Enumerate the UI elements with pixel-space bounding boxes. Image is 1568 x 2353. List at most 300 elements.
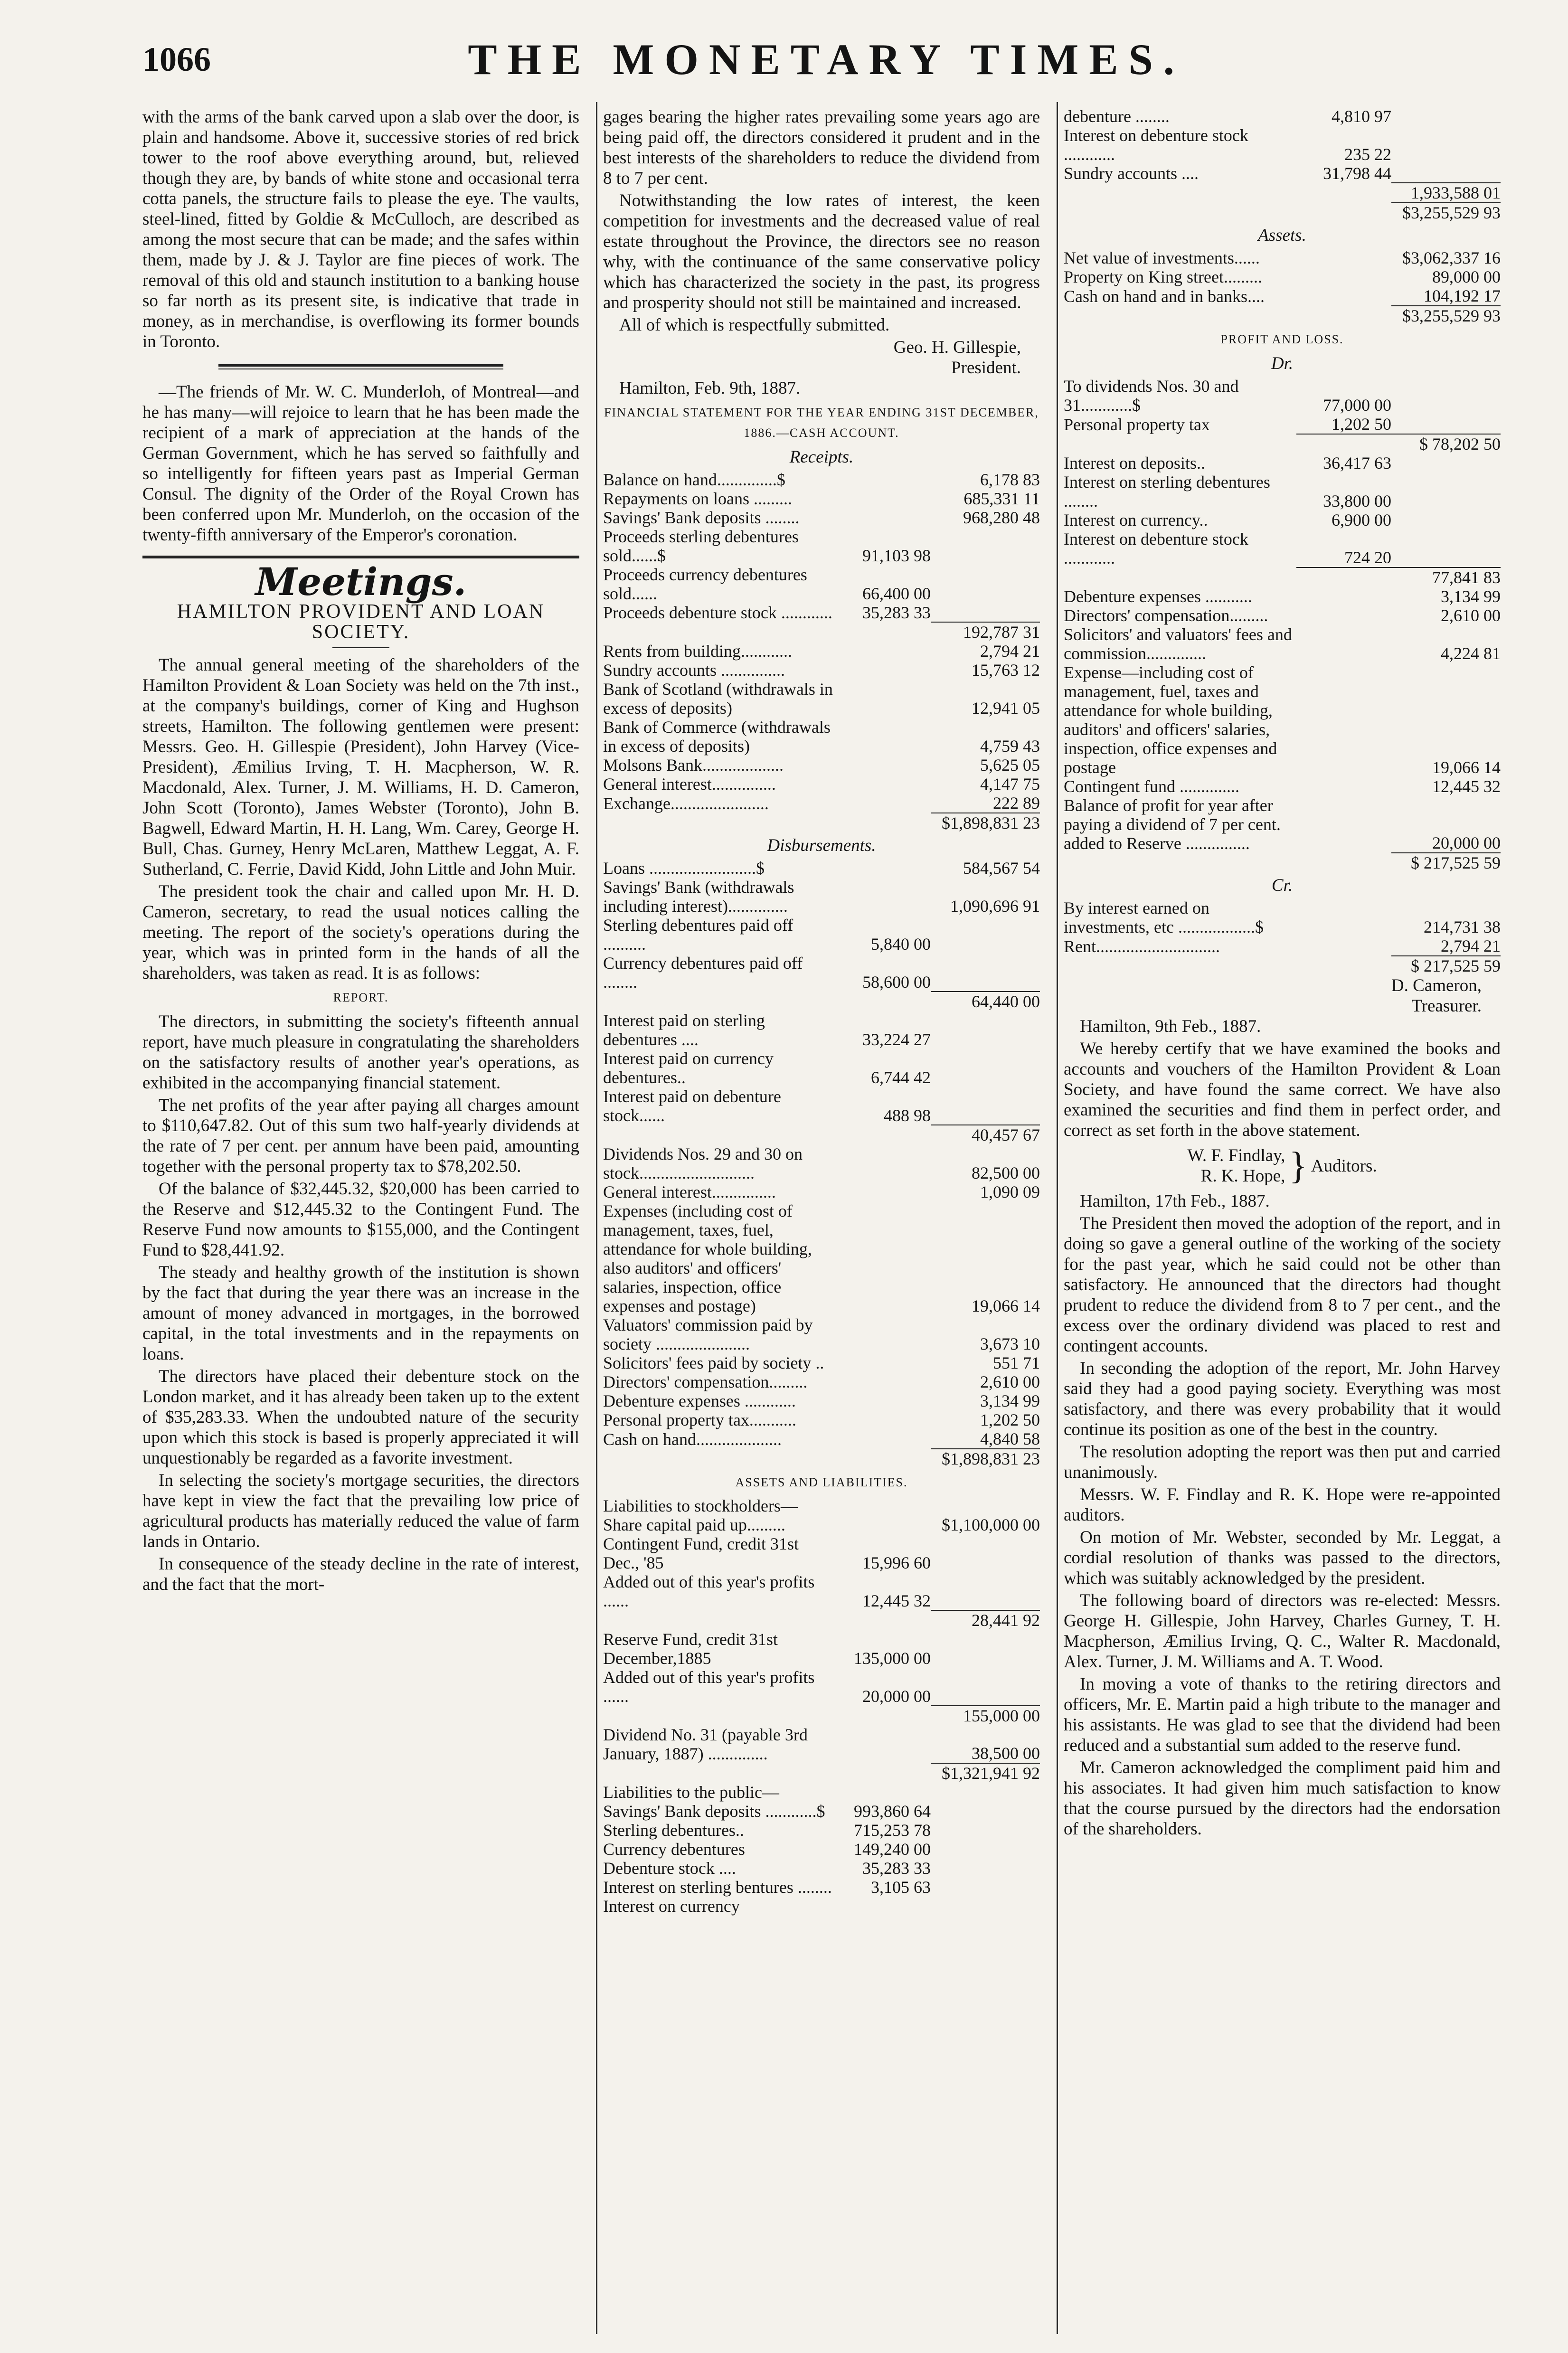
row-amount: 155,000 00	[931, 1706, 1040, 1725]
signature-title: Treasurer.	[1411, 996, 1482, 1016]
divider	[218, 364, 503, 369]
table-row	[603, 1878, 1040, 1897]
row-amount	[931, 1630, 1040, 1668]
table-row	[603, 1410, 1040, 1429]
row-subamount	[836, 878, 931, 916]
statement-heading: FINANCIAL STATEMENT FOR THE YEAR ENDING 31ST DECEMBER, 1886.—CASH ACCOUNT.	[604, 406, 1039, 440]
table-row	[1064, 126, 1501, 164]
table-row	[1064, 567, 1501, 587]
row-label: Cash on hand and in banks....	[1064, 287, 1265, 306]
row-amount: 214,731 38	[1424, 917, 1501, 936]
row-subamount	[1296, 796, 1391, 853]
row-label	[603, 1449, 836, 1468]
table-row	[1064, 203, 1501, 222]
row-amount: 4,224 81	[1441, 644, 1501, 663]
dateline: Hamilton, 17th Feb., 1887.	[1080, 1191, 1270, 1211]
table-row	[603, 718, 1040, 756]
row-label: Expenses (including cost of management, taxes, fuel, attendance for whole building, also auditors' and officers' salaries, inspection, office expenses and postage)	[603, 1201, 812, 1315]
table-row	[603, 1315, 1040, 1353]
row-label	[603, 1706, 836, 1725]
table-row	[603, 1706, 1040, 1725]
row-label: Bank of Scotland (withdrawals in excess of deposits)	[603, 680, 833, 718]
row-amount	[931, 1802, 1040, 1821]
row-subamount	[836, 1515, 931, 1534]
table-row	[603, 954, 1040, 992]
row-subamount	[836, 508, 931, 527]
table-row	[1064, 248, 1501, 267]
row-amount: $1,898,831 23	[931, 1449, 1040, 1468]
paragraph: The resolution adopting the report was then put and carried unanimously.	[1064, 1442, 1501, 1482]
row-subamount	[836, 1391, 931, 1410]
row-label: Interest on debenture stock ............	[1064, 126, 1248, 164]
section-heading: Meetings.	[255, 559, 467, 604]
table-row	[603, 1897, 1040, 1916]
row-subamount	[1296, 203, 1391, 222]
row-amount: $ 217,525 59	[1391, 956, 1501, 975]
table-row	[1064, 377, 1501, 415]
row-subamount: 1,202 50	[1332, 415, 1391, 434]
row-subamount	[1296, 663, 1391, 777]
auditors-block	[1064, 1145, 1501, 1186]
row-label: To dividends Nos. 30 and 31............$	[1064, 377, 1239, 415]
row-subamount	[836, 489, 931, 508]
paragraph: The following board of directors was re-elected: Messrs. George H. Gillespie, John Harvey, Charles Gurney, T. H. Macpherson, Æmilius Irving, Q. C., Walter R. Macdonald, Alex. Turner, J. M. Williams and A. T. Wood.	[1064, 1591, 1501, 1672]
table-row	[1064, 587, 1501, 606]
column-2	[603, 107, 1040, 2334]
row-amount: 2,794 21	[1441, 936, 1501, 955]
row-label	[1064, 434, 1296, 454]
row-amount: 6,178 83	[980, 470, 1040, 489]
row-subamount	[836, 1182, 931, 1201]
assets-table	[1064, 248, 1501, 325]
row-amount: 40,457 67	[931, 1125, 1040, 1144]
table-row	[1064, 434, 1501, 454]
table-row	[603, 1449, 1040, 1468]
table-row	[603, 603, 1040, 622]
row-subamount	[836, 794, 931, 813]
column-3	[1064, 107, 1501, 2334]
paragraph: In consequence of the steady decline in the rate of interest, and the fact that the mort-	[142, 1554, 579, 1594]
row-label: Proceeds debenture stock ............	[603, 603, 832, 622]
signature-title: President.	[951, 358, 1021, 378]
row-amount	[931, 1534, 1040, 1572]
row-subamount: 135,000 00	[854, 1649, 931, 1668]
paragraph: In moving a vote of thanks to the retiring directors and officers, Mr. E. Martin paid a high tribute to the manager and his assistants. He was glad to see that the dividend had been reduced and a substantial sum added to the reserve fund.	[1064, 1674, 1501, 1755]
page-header	[142, 34, 1510, 96]
row-amount	[931, 603, 1040, 622]
row-label: Interest on sterling bentures ........	[603, 1878, 832, 1897]
article-heading: HAMILTON PROVIDENT AND LOAN SOCIETY.	[177, 601, 545, 643]
row-amount: $3,255,529 93	[1391, 306, 1501, 325]
row-subamount: 31,798 44	[1323, 164, 1391, 183]
row-label: Balance on hand..............$	[603, 470, 785, 489]
row-subamount: 66,400 00	[862, 584, 931, 603]
dateline: Hamilton, 9th Feb., 1887.	[1080, 1017, 1261, 1036]
row-label: Savings' Bank deposits ............$	[603, 1802, 825, 1821]
row-subamount	[836, 680, 931, 718]
row-subamount	[1296, 306, 1391, 325]
table-row	[603, 1391, 1040, 1410]
row-amount: $3,255,529 93	[1391, 203, 1501, 222]
row-subamount: 3,105 63	[871, 1878, 931, 1897]
row-label: Property on King street.........	[1064, 267, 1262, 286]
row-subamount: 15,996 60	[862, 1553, 931, 1572]
row-label: Repayments on loans .........	[603, 489, 792, 508]
table-row	[603, 1429, 1040, 1449]
row-amount: 584,567 54	[963, 859, 1040, 878]
row-subamount	[836, 1783, 931, 1802]
row-subamount	[836, 992, 931, 1011]
row-amount	[931, 1897, 1040, 1916]
table-row	[603, 1372, 1040, 1391]
paragraph: The directors, in submitting the society's fifteenth annual report, have much pleasure in congratulating the shareholders on the satisfactory results of another year's operations, as exhibited in the accompanying financial statement.	[142, 1012, 579, 1093]
row-label: Proceeds currency debentures sold......	[603, 565, 807, 603]
table-row	[603, 489, 1040, 508]
row-label	[1064, 567, 1296, 587]
row-amount	[931, 527, 1040, 565]
column-1	[142, 107, 579, 2334]
row-label: Interest on currency	[603, 1897, 740, 1916]
row-amount	[1391, 454, 1501, 472]
row-label: Sundry accounts ....	[1064, 164, 1199, 183]
row-label: Reserve Fund, credit 31st December,1885	[603, 1630, 778, 1668]
row-amount	[1391, 107, 1501, 126]
table-row	[603, 1802, 1040, 1821]
row-label: General interest...............	[603, 1182, 776, 1201]
row-label	[603, 813, 836, 832]
table-row	[1064, 183, 1501, 203]
brace-glyph: }	[1289, 1145, 1307, 1187]
liabilities-continued-table	[1064, 107, 1501, 222]
row-subamount	[1296, 183, 1391, 203]
row-subamount	[836, 1315, 931, 1353]
row-label: Contingent fund ..............	[1064, 777, 1239, 796]
row-amount: $1,321,941 92	[931, 1763, 1040, 1783]
divider	[332, 647, 389, 648]
row-subamount	[836, 1353, 931, 1372]
table-row	[603, 1821, 1040, 1840]
row-label: Personal property tax...........	[603, 1410, 796, 1429]
signature-name: D. Cameron,	[1391, 976, 1482, 995]
row-subamount	[836, 1897, 931, 1916]
table-row	[1064, 796, 1501, 853]
row-label: Personal property tax	[1064, 415, 1210, 434]
row-subamount	[836, 756, 931, 775]
row-subamount	[1296, 567, 1391, 587]
row-amount: 1,202 50	[980, 1410, 1040, 1429]
subheading: Receipts.	[789, 447, 854, 467]
disbursements-table	[603, 859, 1040, 1468]
column-rule	[1057, 102, 1058, 2334]
table-row	[1064, 936, 1501, 956]
row-amount: 3,673 10	[980, 1334, 1040, 1353]
table-row	[603, 1610, 1040, 1630]
row-label: Currency debentures paid off ........	[603, 954, 803, 992]
subheading: ASSETS AND LIABILITIES.	[735, 1475, 908, 1489]
table-row	[603, 680, 1040, 718]
row-amount: 12,445 32	[1432, 777, 1501, 796]
row-amount: 19,066 14	[972, 1296, 1040, 1315]
table-row	[1064, 606, 1501, 625]
row-label: Dividends Nos. 29 and 30 on stock...........................	[603, 1144, 803, 1182]
row-amount: 15,763 12	[972, 661, 1040, 680]
row-label: Sterling debentures..	[603, 1821, 744, 1840]
row-amount	[1391, 377, 1501, 415]
row-subamount: 91,103 98	[862, 546, 931, 565]
table-row	[1064, 898, 1501, 936]
row-subamount: 993,860 64	[854, 1802, 931, 1821]
table-row	[1064, 510, 1501, 529]
row-subamount: 4,810 97	[1332, 107, 1391, 126]
row-subamount: 77,000 00	[1323, 396, 1391, 415]
divider	[142, 556, 579, 558]
row-amount	[931, 1821, 1040, 1840]
row-amount: 64,440 00	[931, 992, 1040, 1011]
paragraph: On motion of Mr. Webster, seconded by Mr. Leggat, a cordial resolution of thanks was passed to the directors, which was suitably acknowledged by the president.	[1064, 1528, 1501, 1588]
table-row	[603, 470, 1040, 489]
row-label: Liabilities to the public—	[603, 1783, 779, 1802]
row-label: Interest on debenture stock ............	[1064, 529, 1248, 567]
row-subamount	[836, 1125, 931, 1144]
table-row	[603, 1087, 1040, 1125]
table-row	[603, 565, 1040, 603]
row-subamount: 36,417 63	[1323, 454, 1391, 472]
row-subamount: 35,283 33	[862, 1859, 931, 1878]
table-row	[1064, 625, 1501, 663]
row-label: Cash on hand....................	[603, 1430, 782, 1449]
table-row	[603, 1144, 1040, 1182]
row-amount: 77,841 83	[1391, 567, 1501, 587]
table-row	[1064, 529, 1501, 567]
table-row	[603, 1630, 1040, 1668]
paragraph: —The friends of Mr. W. C. Munderloh, of Montreal—and he has many—will rejoice to learn that he has been made the recipient of a mark of appreciation at the hands of the German Government, which he has served so faithfully and so intelligently for fifteen years past as Imperial German Consul. The dignity of the Order of the Royal Crown has been conferred upon Mr. Munderloh, on the occasion of the twenty-fifth anniversary of the Emperor's coronation.	[142, 382, 579, 545]
table-row	[603, 1534, 1040, 1572]
row-subamount	[1296, 777, 1391, 796]
row-amount	[1391, 472, 1501, 510]
row-label: Bank of Commerce (withdrawals in excess of deposits)	[603, 718, 831, 756]
table-row	[603, 992, 1040, 1011]
subheading: REPORT.	[333, 991, 389, 1004]
row-subamount	[836, 1410, 931, 1429]
row-subamount	[836, 1372, 931, 1391]
row-subamount	[1296, 286, 1391, 306]
row-subamount: 6,744 42	[871, 1068, 931, 1087]
row-amount	[1391, 415, 1501, 434]
row-amount: 28,441 92	[931, 1610, 1040, 1630]
row-label	[1064, 306, 1296, 325]
row-label: Expense—including cost of management, fuel, taxes and attendance for whole building, auditors' and officers' salaries, inspection, office expenses and postage	[1064, 663, 1277, 777]
row-amount: 4,759 43	[980, 737, 1040, 756]
row-subamount: 5,840 00	[871, 935, 931, 954]
row-label: Exchange.......................	[603, 794, 769, 813]
row-amount: 551 71	[993, 1353, 1040, 1372]
row-label: Sundry accounts ...............	[603, 661, 785, 680]
row-label	[1064, 853, 1296, 872]
table-row	[1064, 454, 1501, 472]
page-number: 1066	[142, 40, 211, 78]
row-amount	[931, 1049, 1040, 1087]
row-label: By interest earned on investments, etc ..................$	[1064, 898, 1264, 936]
row-label	[603, 1610, 836, 1630]
row-label: Directors' compensation.........	[603, 1372, 808, 1391]
paragraph: The net profits of the year after paying all charges amount to $110,647.82. Out of this sum two half-yearly dividends at the rate of 7 per cent. per annum have been paid, amounting together with the personal property tax to $78,202.50.	[142, 1096, 579, 1176]
row-subamount: 20,000 00	[862, 1687, 931, 1706]
row-amount: 4,147 75	[980, 775, 1040, 794]
auditors-label: Auditors.	[1311, 1156, 1377, 1176]
paragraph: gages bearing the higher rates prevailing some years ago are being paid off, the directors considered it prudent and in the best interests of the shareholders to reduce the dividend from 8 to 7 per cent.	[603, 107, 1040, 188]
row-amount: 3,134 99	[980, 1391, 1040, 1410]
row-amount	[931, 1859, 1040, 1878]
row-amount	[1391, 510, 1501, 529]
table-row	[603, 1763, 1040, 1783]
row-amount: $ 78,202 50	[1391, 434, 1501, 454]
paragraph: with the arms of the bank carved upon a slab over the door, is plain and handsome. Above it, successive stories of red brick tower to the roof above everything around, but, relieved though they are, by bands of white stone and occasional terra cotta panels, the structure fails to please the eye. The vaults, steel-lined, fitted by Goldie & McCulloch, are described as among the most secure that can be made; and the safes within them, made by J. & J. Taylor are fine pieces of work. The removal of this old and staunch institution to a banking house so far north as its present site, is indicative that trade in money, as in merchandise, is overflowing its former bounds in Toronto.	[142, 107, 579, 351]
paragraph: Mr. Cameron acknowledged the compliment paid him and his associates. It had given him much satisfaction to know that the course pursued by the directors had the endorsation of the shareholders.	[1064, 1758, 1501, 1839]
paragraph: The president took the chair and called upon Mr. H. D. Cameron, secretary, to read the usual notices calling the meeting. The report of the society's operations during the year, which was in printed form in the hands of all the shareholders, was taken as read. It is as follows:	[142, 882, 579, 983]
table-row	[1064, 853, 1501, 872]
row-label: Savings' Bank deposits ........	[603, 508, 800, 527]
row-subamount	[836, 661, 931, 680]
table-row	[603, 661, 1040, 680]
table-row	[1064, 164, 1501, 183]
row-subamount: 33,800 00	[1323, 491, 1391, 510]
masthead-title: THE MONETARY TIMES.	[468, 35, 1185, 84]
table-row	[603, 527, 1040, 565]
table-row	[1064, 415, 1501, 434]
subheading: Assets.	[1258, 226, 1306, 245]
row-label: Molsons Bank...................	[603, 756, 784, 775]
row-label: Dividend No. 31 (payable 3rd January, 1887) ..............	[603, 1725, 808, 1763]
table-row	[603, 1125, 1040, 1144]
subheading: Disbursements.	[767, 836, 876, 855]
row-subamount: 35,283 33	[862, 603, 931, 622]
row-label: Rents from building............	[603, 642, 792, 661]
row-label: Proceeds sterling debentures sold......$	[603, 527, 799, 565]
row-amount: 104,192 17	[1424, 286, 1501, 305]
row-subamount	[836, 1706, 931, 1725]
row-label: Valuators' commission paid by society ......................	[603, 1315, 813, 1353]
paragraph: In seconding the adoption of the report, Mr. John Harvey said they had a good paying society. Everything was most satisfactory, and there was every probability that it would continue its position as one of the best in the country.	[1064, 1359, 1501, 1439]
row-amount: 222 89	[993, 794, 1040, 813]
table-row	[1064, 777, 1501, 796]
row-subamount: 235 22	[1344, 145, 1391, 164]
table-row	[1064, 306, 1501, 325]
row-subamount: 724 20	[1344, 548, 1391, 567]
row-amount	[1391, 529, 1501, 567]
row-amount: $ 217,525 59	[1391, 853, 1501, 872]
row-amount: 192,787 31	[931, 622, 1040, 642]
row-subamount: 6,900 00	[1332, 510, 1391, 529]
row-amount: 2,794 21	[980, 642, 1040, 661]
paragraph: Notwithstanding the low rates of interest, the keen competition for investments and the decreased value of real estate throughout the Province, the directors see no reason why, with the continuance of the same conservative policy which has characterized the society in the past, its progress and prosperity should not still be maintained and increased.	[603, 191, 1040, 312]
row-label: Rent.............................	[1064, 937, 1220, 956]
subheading: Dr.	[1271, 354, 1294, 373]
row-amount	[1391, 126, 1501, 164]
row-subamount	[836, 642, 931, 661]
row-subamount	[1296, 936, 1391, 956]
paragraph: Of the balance of $32,445.32, $20,000 has been carried to the Reserve and $12,445.32 to the Contingent Fund. The Reserve Fund now amounts to $155,000, and the Contingent Fund to $28,441.92.	[142, 1179, 579, 1260]
row-subamount	[836, 1429, 931, 1449]
row-label: Share capital paid up.........	[603, 1515, 785, 1534]
paragraph: The directors have placed their debenture stock on the London market, and it has already been taken up to the extent of $35,283.33. When the undoubted nature of the security upon which this stock is based is properly appreciated it will unquestionably be regarded as a favorite investment.	[142, 1367, 579, 1468]
row-amount	[1391, 164, 1501, 183]
table-row	[1064, 472, 1501, 510]
row-amount	[931, 1668, 1040, 1706]
row-amount: 12,941 05	[972, 699, 1040, 718]
row-subamount	[836, 1144, 931, 1182]
table-row	[603, 775, 1040, 794]
subheading: Cr.	[1271, 876, 1293, 895]
row-label: Solicitors' fees paid by society ..	[603, 1353, 824, 1372]
paragraph: All of which is respectfully submitted.	[619, 315, 890, 335]
row-label: Interest paid on currency debentures..	[603, 1049, 774, 1087]
row-subamount: 149,240 00	[854, 1840, 931, 1859]
row-amount: 685,331 11	[963, 489, 1040, 508]
row-label: Debenture expenses ...........	[1064, 587, 1252, 606]
table-row	[603, 622, 1040, 642]
table-row	[603, 1725, 1040, 1763]
row-subamount	[1296, 898, 1391, 936]
row-label: Contingent Fund, credit 31st Dec., '85	[603, 1534, 799, 1572]
table-row	[603, 878, 1040, 916]
row-subamount	[836, 1610, 931, 1630]
row-subamount	[836, 859, 931, 878]
paragraph: Messrs. W. F. Findlay and R. K. Hope were re-appointed auditors.	[1064, 1485, 1501, 1525]
row-subamount	[836, 1201, 931, 1315]
row-amount	[931, 1878, 1040, 1897]
row-amount	[931, 1496, 1040, 1515]
table-row	[603, 1572, 1040, 1610]
table-row	[603, 756, 1040, 775]
row-label: Added out of this year's profits ......	[603, 1572, 815, 1610]
table-row	[603, 813, 1040, 832]
row-label: Net value of investments......	[1064, 248, 1260, 267]
row-subamount: 488 98	[884, 1106, 931, 1125]
paragraph: We hereby certify that we have examined the books and accounts and vouchers of the Hamilton Provident & Loan Society, and have found the same correct. We have also examined the securities and find them in perfect order, and correct as set forth in the above statement.	[1064, 1039, 1501, 1140]
row-subamount	[836, 1725, 931, 1763]
table-row	[603, 794, 1040, 813]
table-row	[603, 1182, 1040, 1201]
row-amount: 1,090 09	[980, 1182, 1040, 1201]
row-amount: 89,000 00	[1432, 267, 1501, 286]
row-label: Sterling debentures paid off ..........	[603, 916, 793, 954]
table-row	[603, 1353, 1040, 1372]
row-label: Debenture stock ....	[603, 1859, 736, 1878]
row-label: Interest on deposits..	[1064, 454, 1205, 472]
row-amount: 5,625 05	[980, 756, 1040, 775]
row-subamount	[836, 775, 931, 794]
row-label	[603, 1125, 836, 1144]
table-row	[603, 916, 1040, 954]
row-subamount: 58,600 00	[862, 973, 931, 992]
table-row	[1064, 107, 1501, 126]
paragraph: The annual general meeting of the shareholders of the Hamilton Provident & Loan Society was held on the 7th inst., at the company's buildings, corner of King and Hughson streets, Hamilton. The following gentlemen were present: Messrs. Geo. H. Gillespie (President), John Harvey (Vice-President), Æmilius Irving, T. H. Macpherson, W. R. Macdonald, Alex. Turner, J. M. Williams, H. D. Cameron, John Scott (Toronto), James Webster (Toronto), John B. Bagwell, Edward Martin, H. H. Lang, Wm. Carey, George H. Bull, Chas. Gurney, Henry McLaren, Matthew Leggat, A. F. Sutherland, C. Ferrie, David Kidd, John Little and John Muir.	[142, 655, 579, 879]
receipts-table	[603, 470, 1040, 832]
row-label: Debenture expenses ............	[603, 1391, 796, 1410]
row-amount: $1,898,831 23	[931, 813, 1040, 832]
row-amount: 968,280 48	[963, 508, 1040, 527]
table-row	[603, 508, 1040, 527]
dateline: Hamilton, Feb. 9th, 1887.	[619, 378, 801, 398]
row-subamount	[836, 1449, 931, 1468]
row-amount: 19,066 14	[1432, 758, 1501, 777]
row-amount: 1,090,696 91	[950, 897, 1040, 916]
subheading: PROFIT AND LOSS.	[1220, 332, 1344, 346]
row-label: Added out of this year's profits ......	[603, 1668, 815, 1706]
row-label	[1064, 203, 1296, 222]
row-subamount	[836, 813, 931, 832]
row-subamount: 12,445 32	[862, 1591, 931, 1610]
